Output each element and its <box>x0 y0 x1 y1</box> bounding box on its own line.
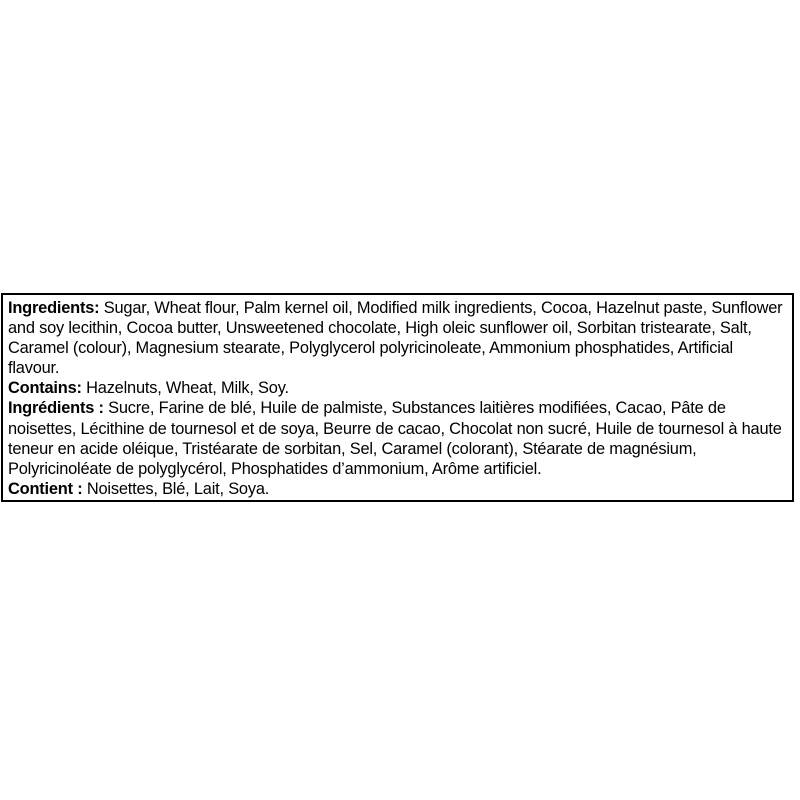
french-contains-text: Noisettes, Blé, Lait, Soya. <box>82 479 270 498</box>
english-contains-heading: Contains: <box>8 379 82 398</box>
english-contains-text: Hazelnuts, Wheat, Milk, Soy. <box>81 379 289 398</box>
ingredients-label <box>1 293 794 502</box>
english-ingredients-heading: Ingredients: <box>8 299 100 317</box>
french-ingredients-heading: Ingrédients : <box>8 399 104 418</box>
french-contains <box>8 479 787 499</box>
english-ingredients-text: Sugar, Wheat flour, Palm kernel oil, Modified milk ingredients, Cocoa, Hazelnut paste, Sunflower and soy lecithin, Cocoa butter, Unsweetened chocolate, High oleic sunflower oil, Sorbitan tristearate, Salt, Caramel (colour), Magnesium stearate, Polyglycerol polyricinoleate, Ammonium phosphatides, Artificial flavour. <box>8 299 783 378</box>
english-ingredients <box>8 298 787 378</box>
french-ingredients <box>8 398 787 478</box>
english-contains <box>8 378 787 398</box>
french-contains-heading: Contient : <box>8 479 83 498</box>
french-ingredients-text: Sucre, Farine de blé, Huile de palmiste, Substances laitières modifiées, Cacao, Pâte de noisettes, Lécithine de tournesol et de soya, Beurre de cacao, Chocolat non sucré, Huile de tournesol à haute teneur en acide oléique, Tristéarate de sorbitan, Sel, Caramel (colorant), Stéarate de magnésium, Polyricinoléate de polyglycérol, Phosphatides d’ammonium, Arôme artificiel. <box>8 399 782 478</box>
